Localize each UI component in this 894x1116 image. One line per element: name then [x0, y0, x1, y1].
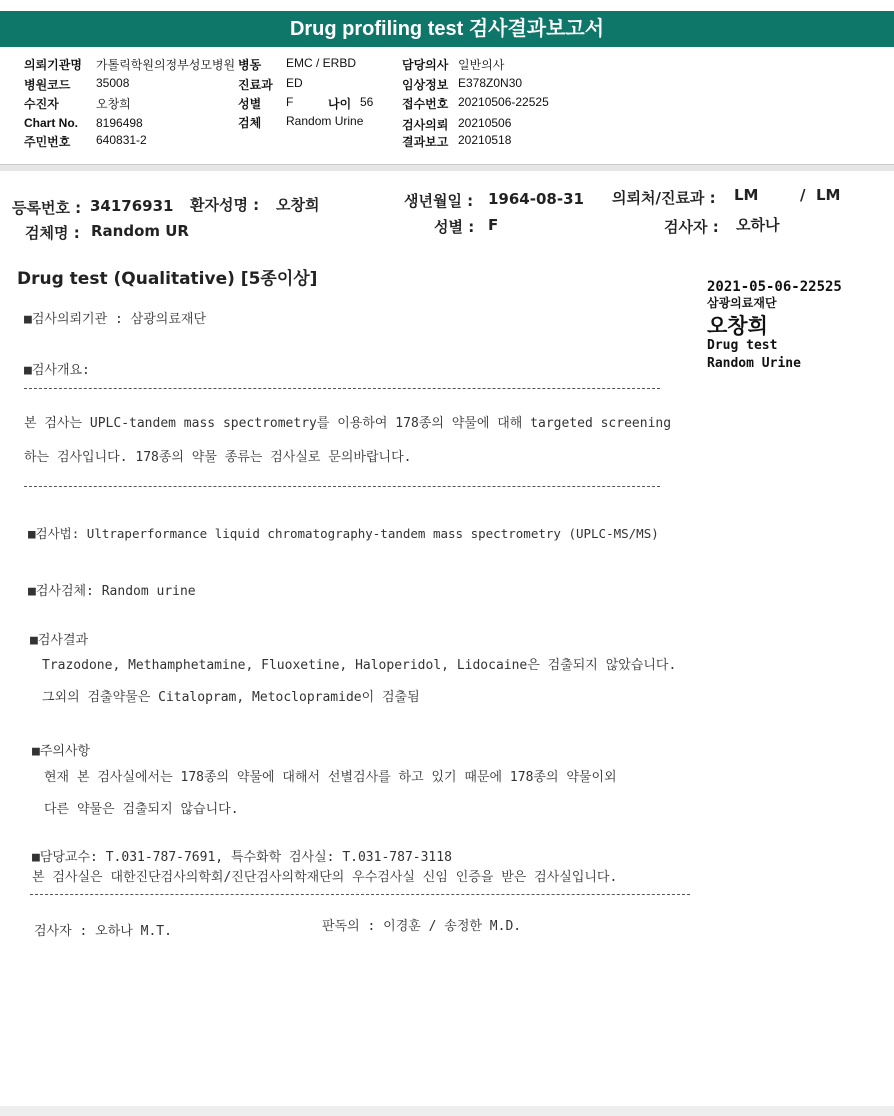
report-result-heading: ■검사결과	[30, 633, 89, 648]
stamp-test: Drug test	[707, 338, 778, 353]
report-contact: ■담당교수: T.031-787-7691, 특수화학 검사실: T.031-787-3118	[32, 850, 452, 865]
sex-label: 성별 :	[434, 218, 475, 236]
stamp-lab: 삼광의료재단	[707, 296, 777, 310]
info-value: 20210506	[458, 116, 512, 130]
report-result-line: Trazodone, Methamphetamine, Fluoxetine, Haloperidol, Lidocaine은 검출되지 않았습니다.	[42, 658, 677, 673]
tester-value: 오하나	[736, 216, 780, 234]
dob-value: 1964-08-31	[488, 190, 584, 208]
info-value: Random Urine	[286, 114, 364, 128]
test-title: Drug test (Qualitative) [5종이상]	[17, 269, 318, 289]
stamp-patient: 오창희	[707, 314, 768, 338]
info-value: F	[286, 95, 294, 109]
sex-value: F	[488, 216, 499, 234]
info-label: 검사의뢰	[402, 118, 449, 132]
reg-no-label: 등록번호 :	[12, 199, 82, 217]
report-overview-line: 본 검사는 UPLC-tandem mass spectrometry를 이용하여 178종의 약물에 대해 targeted screening	[24, 416, 672, 431]
report-reader: 판독의 : 이경훈 / 송정한 M.D.	[322, 919, 522, 934]
info-value: ED	[286, 76, 303, 90]
info-label: 진료과	[238, 78, 273, 92]
specimen-label: 검체명 :	[25, 224, 80, 242]
report-result-line: 그외의 검출약물은 Citalopram, Metoclopramide이 검출됨	[42, 690, 420, 705]
info-value: 20210518	[458, 133, 512, 147]
info-label: Chart No.	[24, 116, 78, 130]
report-method: ■검사법: Ultraperformance liquid chromatography-tandem mass spectrometry (UPLC-MS/MS)	[28, 526, 659, 541]
report-title-banner	[0, 11, 894, 47]
specimen-value: Random UR	[91, 222, 189, 240]
info-label: 담당의사	[402, 58, 449, 72]
info-label: 접수번호	[402, 97, 449, 111]
info-label: 결과보고	[402, 135, 449, 149]
info-label: 병동	[238, 58, 262, 72]
patient-name-label: 환자성명 :	[190, 196, 260, 214]
patient-name-value: 오창희	[276, 196, 320, 214]
dashed-divider	[24, 388, 660, 389]
stamp-specimen: Random Urine	[707, 356, 801, 371]
info-value: 8196498	[96, 116, 143, 130]
report-specimen: ■검사검체: Random urine	[28, 584, 196, 599]
info-value: 640831-2	[96, 133, 147, 147]
report-tester: 검사자 : 오하나 M.T.	[34, 924, 172, 939]
report-institution: ■검사의뢰기관 : 삼광의료재단	[24, 312, 207, 327]
tester-label: 검사자 :	[664, 218, 719, 236]
info-label: 검체	[238, 116, 262, 130]
report-certification: 본 검사실은 대한진단검사의학회/진단검사의학재단의 우수검사실 신임 인증을 받은 검사실입니다.	[32, 870, 618, 885]
dob-label: 생년월일 :	[404, 192, 474, 210]
report-overview-heading: ■검사개요:	[24, 363, 90, 378]
stamp-accession: 2021-05-06-22525	[707, 279, 842, 295]
info-label: 임상정보	[402, 78, 449, 92]
report-title: Drug profiling test 검사결과보고서	[289, 18, 605, 40]
report-caution-heading: ■주의사항	[32, 744, 91, 759]
dept-value: LM	[816, 186, 841, 204]
info-label: 주민번호	[24, 135, 71, 149]
dept-separator: /	[800, 186, 806, 204]
reg-no-value: 34176931	[90, 197, 174, 215]
info-value: 35008	[96, 76, 130, 90]
dashed-divider	[30, 894, 690, 895]
info-label: 의뢰기관명	[24, 58, 82, 72]
divider-band	[0, 165, 894, 171]
info-value: 56	[360, 95, 374, 109]
info-value: 오창희	[96, 97, 131, 111]
info-label: 나이	[328, 97, 352, 111]
info-value: 일반의사	[458, 58, 505, 72]
info-value: EMC / ERBD	[286, 56, 357, 70]
dashed-divider	[24, 486, 660, 487]
info-value: 가톨릭학원의정부성모병원	[96, 58, 236, 72]
info-value: E378Z0N30	[458, 76, 523, 90]
dept-value: LM	[734, 186, 759, 204]
report-overview-line: 하는 검사입니다. 178종의 약물 종류는 검사실로 문의바랍니다.	[24, 450, 412, 465]
dept-label: 의뢰처/진료과 :	[612, 189, 716, 207]
info-label: 병원코드	[24, 78, 71, 92]
info-value: 20210506-22525	[458, 95, 549, 109]
report-caution-line: 현재 본 검사실에서는 178종의 약물에 대해서 선별검사를 하고 있기 때문에 178종의 약물이외	[44, 770, 617, 785]
info-label: 수진자	[24, 97, 59, 111]
info-label: 성별	[238, 97, 262, 111]
page-footer-band	[0, 1106, 894, 1116]
report-caution-line: 다른 약물은 검출되지 않습니다.	[44, 802, 239, 817]
